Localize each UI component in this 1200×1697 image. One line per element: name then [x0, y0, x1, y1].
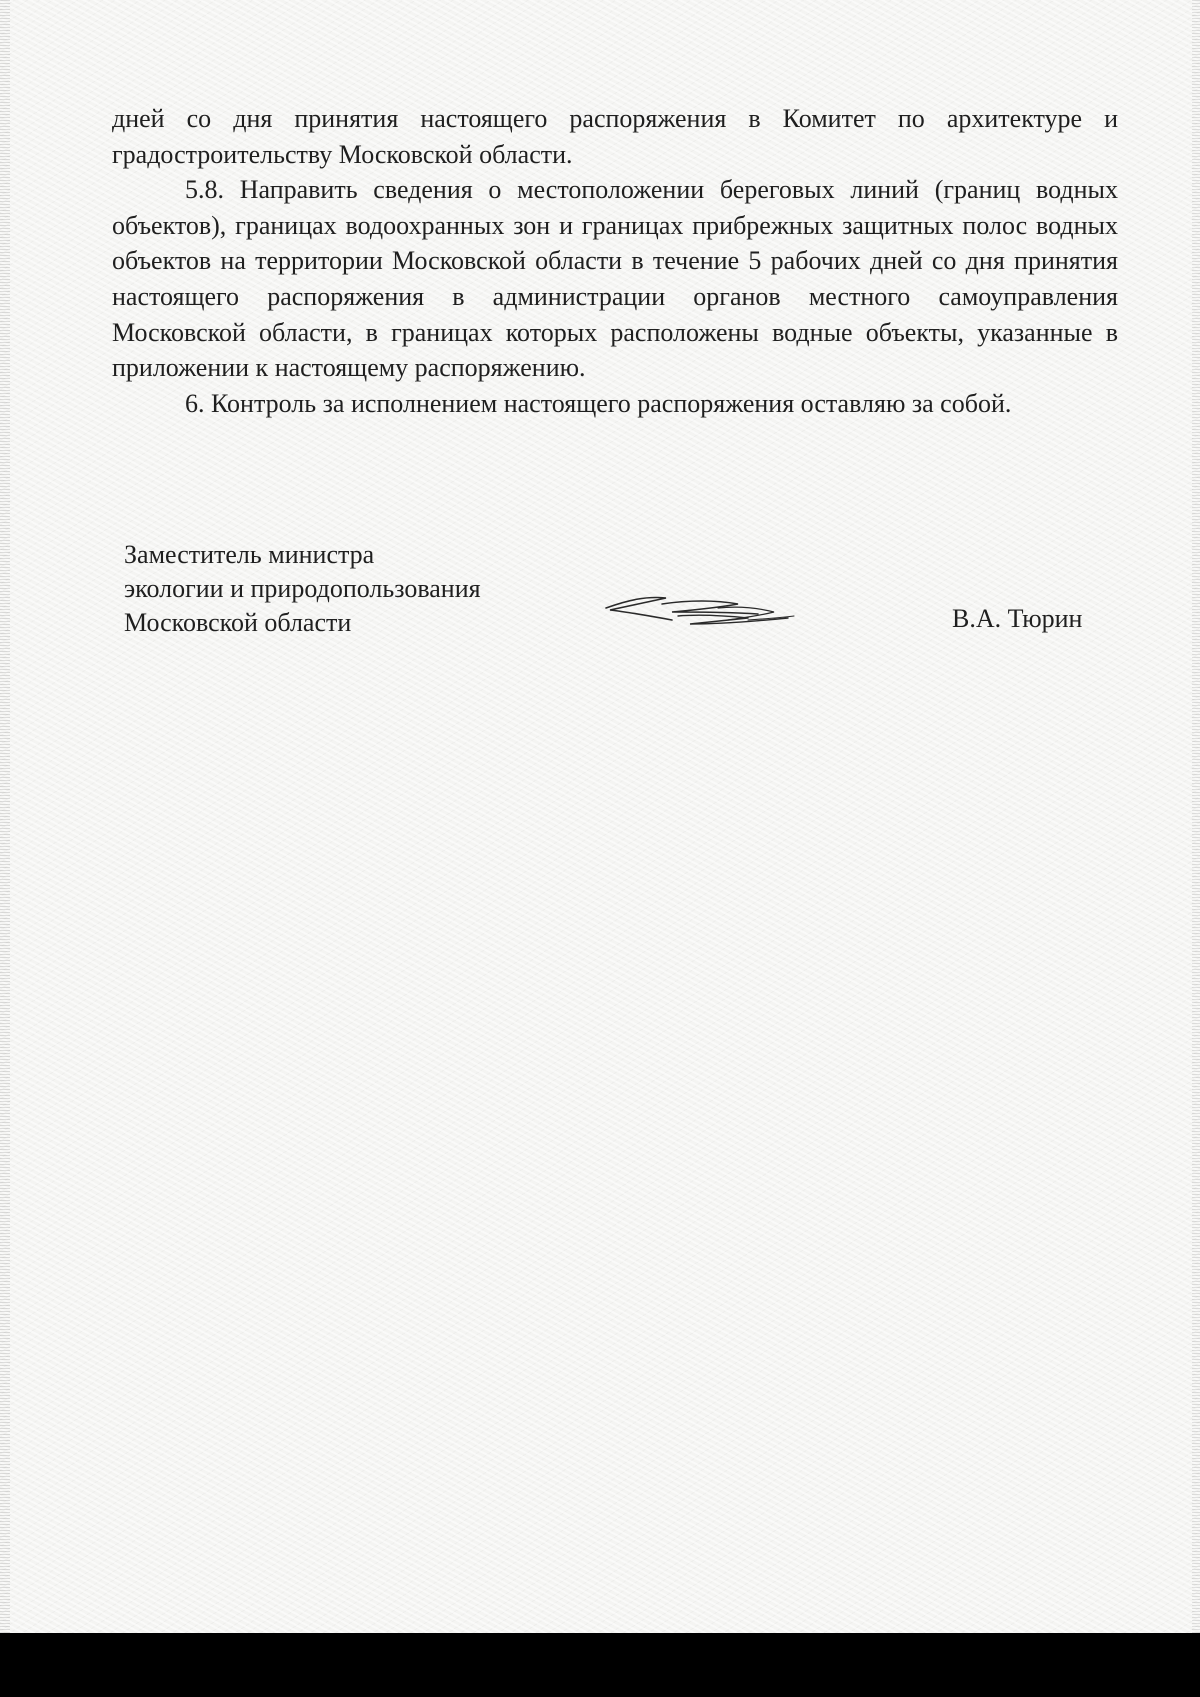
scan-edge-texture — [1192, 0, 1200, 1633]
paragraph: дней со дня принятия настоящего распоряжения в Комитет по архитектуре и градостроительству Московской области. — [112, 104, 1118, 169]
signer-position-line: Московской области — [124, 608, 352, 637]
scan-edge-texture — [0, 0, 10, 1633]
handwritten-signature — [598, 590, 798, 630]
signer-position — [124, 538, 544, 640]
signer-position-line: Заместитель министра — [124, 540, 375, 569]
document-body — [112, 101, 1118, 421]
paragraph-5-8: 5.8. Направить сведения о местоположении береговых линий (границ водных объектов), границах водоохранных зон и границах прибрежных защитных полос водных объектов на территории Московской области в течение 5 рабочих дней со дня принятия настоящего распоряжения в администрации органов местного самоуправления Московской области, в границах которых расположены водные объекты, указанные в приложении к настоящему распоряжению. — [112, 175, 1118, 383]
signer-name: В.А. Тюрин — [952, 604, 1083, 633]
paragraph-6: 6. Контроль за исполнением настоящего распоряжения оставляю за собой. — [185, 388, 1012, 418]
signer-position-line: экологии и природопользования — [124, 574, 481, 603]
scan-bottom-border — [0, 1633, 1200, 1697]
signature-block — [124, 538, 1124, 638]
